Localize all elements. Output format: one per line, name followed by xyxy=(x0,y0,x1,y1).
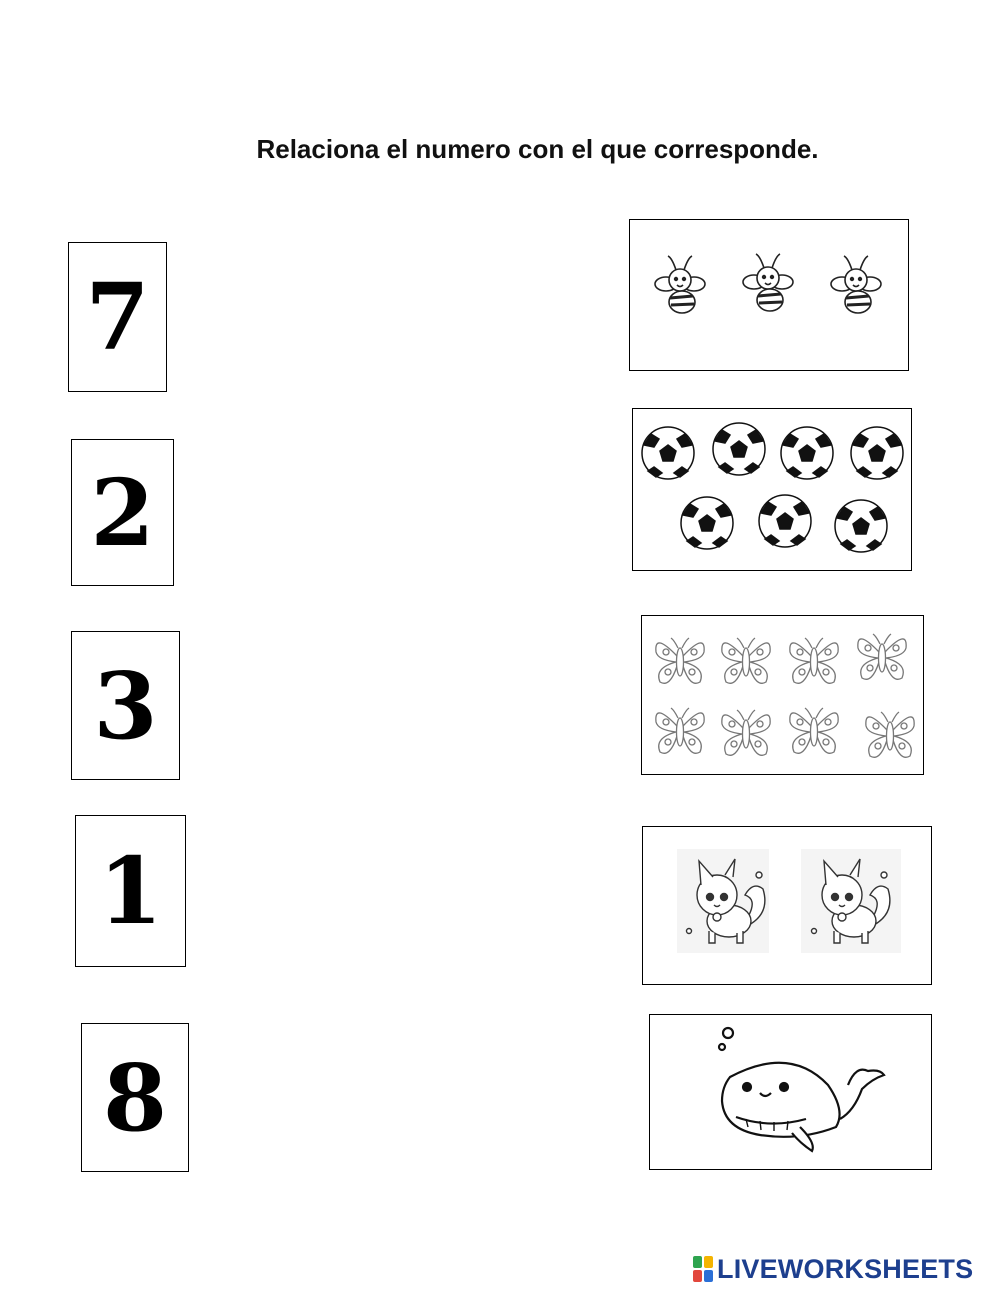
picture-box-whale[interactable] xyxy=(649,1014,932,1170)
butterfly-icon xyxy=(866,712,914,757)
soccer-ball-icon xyxy=(835,500,887,552)
picture-box-fox-kittens[interactable] xyxy=(642,826,932,985)
soccer-ball-icon xyxy=(713,423,765,475)
soccer-ball-icon xyxy=(642,427,694,479)
soccer-ball-icon xyxy=(681,497,733,549)
number-box-1[interactable]: 7 xyxy=(68,242,167,392)
brand-footer xyxy=(692,1252,973,1286)
butterfly-icon xyxy=(722,638,770,683)
soccer-ball-icon xyxy=(759,495,811,547)
butterfly-icon xyxy=(790,638,838,683)
instruction-text: Relaciona el numero con el que corresponde. xyxy=(256,134,819,164)
soccer-ball-icon xyxy=(851,427,903,479)
butterfly-icon xyxy=(656,708,704,753)
number-box-4[interactable]: 1 xyxy=(75,815,186,967)
picture-box-bees[interactable] xyxy=(629,219,909,371)
bee-icon xyxy=(655,256,705,313)
butterfly-icon xyxy=(858,634,906,679)
number-box-3[interactable]: 3 xyxy=(71,631,180,780)
brand-name: LIVEWORKSHEETS xyxy=(717,1253,974,1284)
soccer-ball-icon xyxy=(781,427,833,479)
picture-box-soccer-balls[interactable] xyxy=(632,408,912,571)
butterfly-icon xyxy=(790,708,838,753)
number-box-5[interactable]: 8 xyxy=(81,1023,189,1172)
butterfly-icon xyxy=(722,710,770,755)
whale-icon xyxy=(719,1028,884,1151)
number-box-2[interactable]: 2 xyxy=(71,439,174,586)
bee-icon xyxy=(743,254,793,311)
liveworksheets-logo-icon xyxy=(692,1254,714,1284)
bee-icon xyxy=(831,256,881,313)
picture-box-butterflies[interactable] xyxy=(641,615,924,775)
butterfly-icon xyxy=(656,638,704,683)
